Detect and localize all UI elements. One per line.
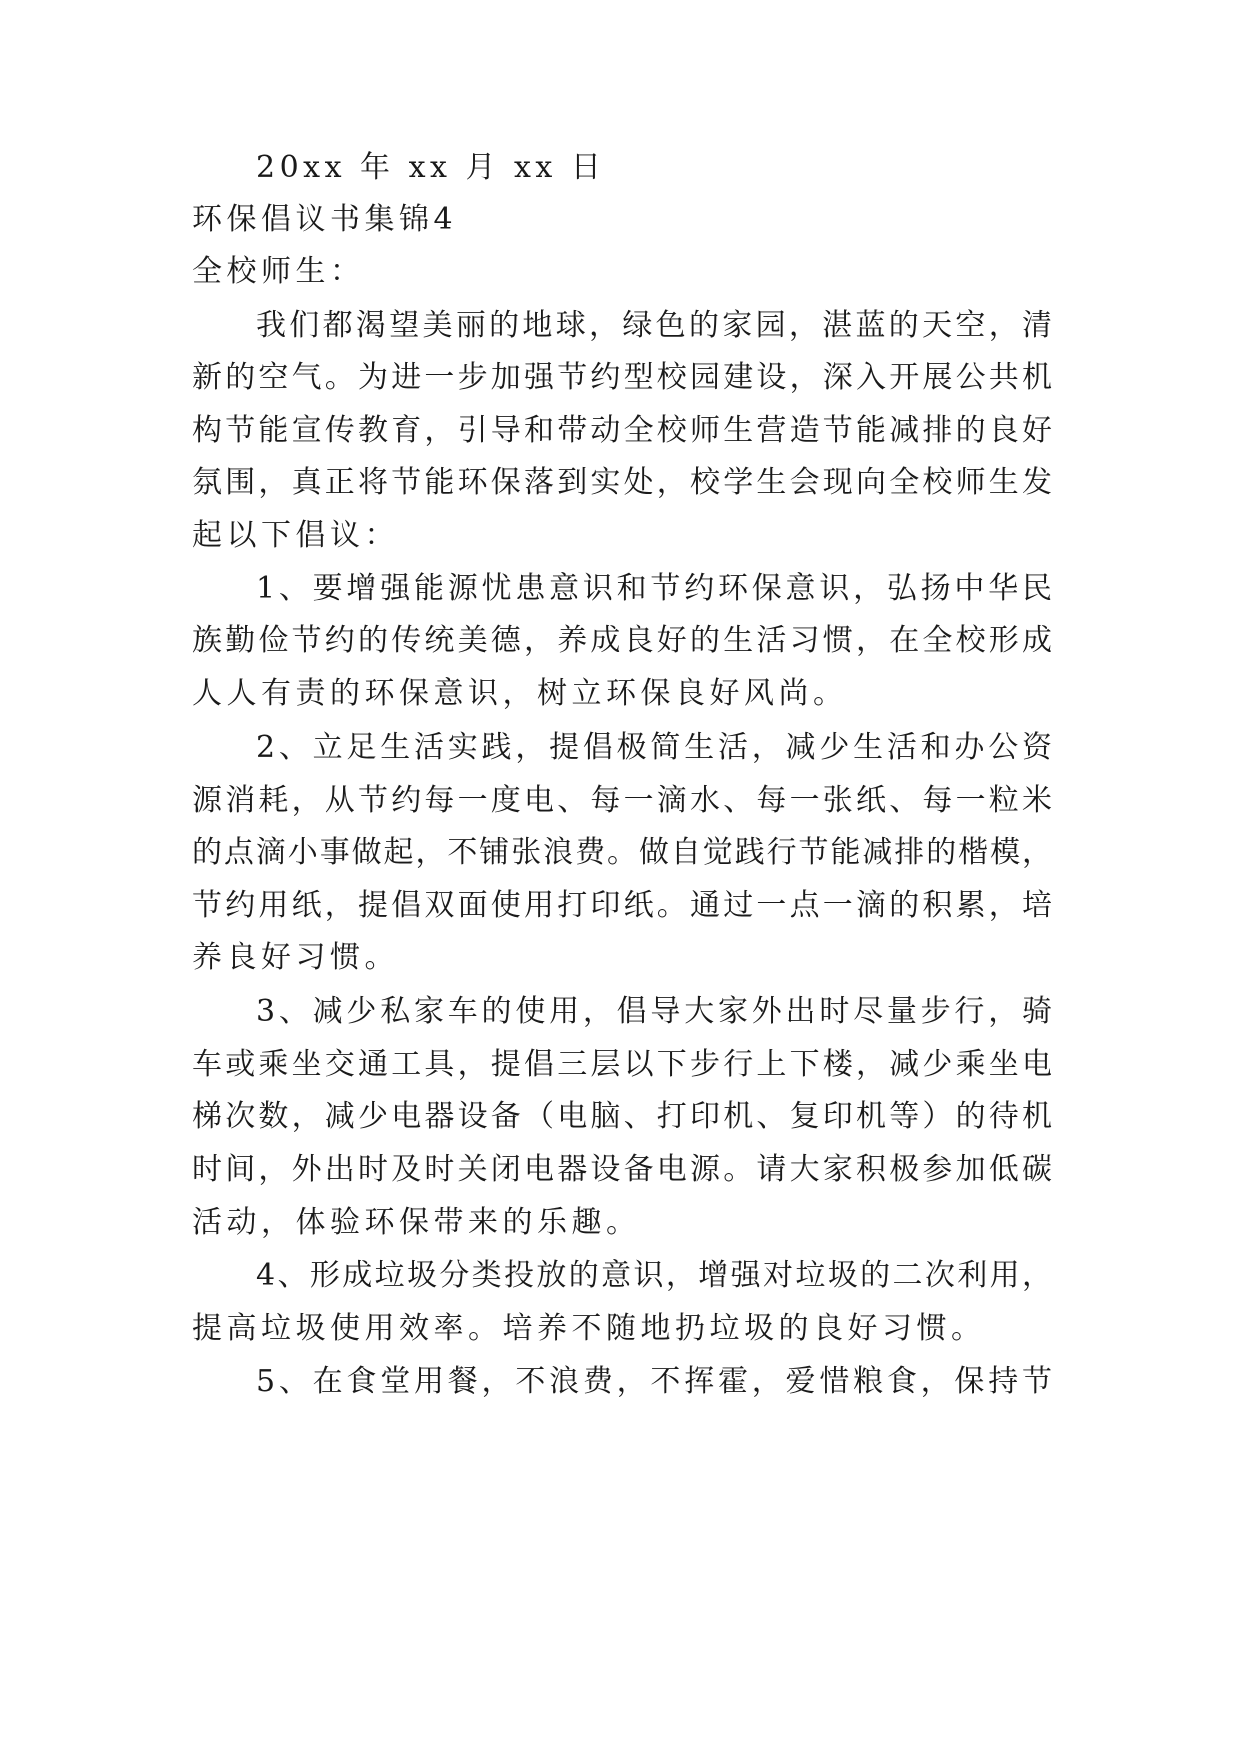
paragraph-3-line-4: 节约用纸，提倡双面使用打印纸。通过一点一滴的积累，培 [192, 888, 1052, 923]
paragraph-1-line-3: 构节能宣传教育，引导和带动全校师生营造节能减排的良好 [192, 413, 1052, 448]
paragraph-1-line-4: 氛围，真正将节能环保落到实处，校学生会现向全校师生发 [192, 465, 1052, 500]
paragraph-4-line-4: 时间，外出时及时关闭电器设备电源。请大家积极参加低碳 [192, 1152, 1052, 1187]
paragraph-4-line-2: 车或乘坐交通工具，提倡三层以下步行上下楼，减少乘坐电 [192, 1047, 1052, 1082]
paragraph-3-line-3: 的点滴小事做起，不铺张浪费。做自觉践行节能减排的楷模， [192, 835, 1052, 870]
paragraph-3-line-5: 养良好习惯。 [192, 940, 399, 975]
salutation: 全校师生： [192, 254, 365, 289]
paragraph-2-line-1: 1、要增强能源忧患意识和节约环保意识，弘扬中华民 [256, 571, 1052, 606]
paragraph-3-line-1: 2、立足生活实践，提倡极简生活，减少生活和办公资 [256, 730, 1052, 765]
paragraph-1-line-5: 起以下倡议： [192, 518, 399, 553]
paragraph-1-line-1: 我们都渴望美丽的地球，绿色的家园，湛蓝的天空，清 [256, 308, 1052, 343]
paragraph-2-line-2: 族勤俭节约的传统美德，养成良好的生活习惯，在全校形成 [192, 623, 1052, 658]
paragraph-4-line-1: 3、减少私家车的使用，倡导大家外出时尽量步行，骑 [256, 994, 1052, 1029]
paragraph-1-line-2: 新的空气。为进一步加强节约型校园建设，深入开展公共机 [192, 360, 1052, 395]
paragraph-2-line-3: 人人有责的环保意识，树立环保良好风尚。 [192, 676, 848, 711]
paragraph-3-line-2: 源消耗，从节约每一度电、每一滴水、每一张纸、每一粒米 [192, 783, 1052, 818]
paragraph-5-line-1: 4、形成垃圾分类投放的意识，增强对垃圾的二次利用， [256, 1258, 1052, 1293]
paragraph-4-line-3: 梯次数，减少电器设备（电脑、打印机、复印机等）的待机 [192, 1099, 1052, 1134]
paragraph-6-line-1: 5、在食堂用餐，不浪费，不挥霍，爱惜粮食，保持节 [256, 1364, 1052, 1399]
date-line: 20xx 年 xx 月 xx 日 [256, 150, 606, 185]
document-title: 环保倡议书集锦4 [192, 202, 458, 237]
paragraph-5-line-2: 提高垃圾使用效率。培养不随地扔垃圾的良好习惯。 [192, 1311, 986, 1346]
paragraph-4-line-5: 活动，体验环保带来的乐趣。 [192, 1205, 641, 1240]
